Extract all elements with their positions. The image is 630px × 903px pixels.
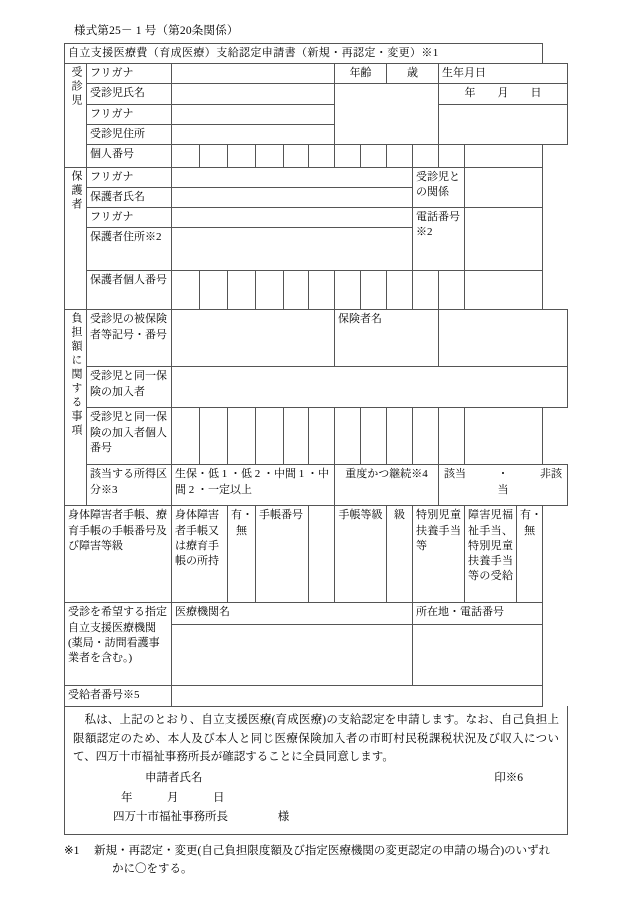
addressee-line — [73, 808, 559, 827]
child-section-label: 受診児 — [65, 64, 87, 168]
guardian-name-label: 保護者氏名 — [87, 188, 172, 208]
child-mynumber-cell[interactable] — [439, 144, 465, 167]
same-insurance-mynumber-cell[interactable] — [439, 408, 465, 465]
application-form-table — [64, 43, 568, 707]
footnote-1-text: 新規・再認定・変更(自己負担限度額及び指定医療機関の変更認定の申請の場合)のいずれ — [94, 845, 551, 857]
guardian-furigana-label: フリガナ — [87, 167, 172, 187]
child-mynumber-cell[interactable] — [200, 144, 228, 167]
child-furigana2-label: フリガナ — [87, 104, 172, 124]
institution-row-label: 受診を希望する指定自立支援医療機関(薬局・訪問看護事業者を含む。) — [65, 603, 172, 686]
guardian-phone-input[interactable] — [465, 208, 543, 271]
guardian-mynumber-cell[interactable] — [465, 271, 543, 310]
guardian-furigana2-row — [65, 208, 568, 228]
application-date-line[interactable]: 年 月 日 — [121, 791, 225, 804]
same-insurance-mynumber-cell[interactable] — [172, 408, 200, 465]
certificate-grade-label: 手帳等級 — [335, 506, 387, 603]
guardian-furigana2-label: フリガナ — [87, 208, 172, 228]
child-mynumber-cell[interactable] — [361, 144, 387, 167]
insured-symbol-row — [65, 310, 568, 367]
guardian-mynumber-cell[interactable] — [172, 271, 200, 310]
same-insurance-member-label: 受診児と同一保険の加入者 — [87, 367, 172, 408]
guardian-mynumber-cell[interactable] — [256, 271, 284, 310]
child-mynumber-cell[interactable] — [228, 144, 256, 167]
same-insurance-member-input[interactable] — [172, 367, 568, 408]
severe-option-no[interactable]: 非該当 — [497, 468, 562, 496]
insurer-name-input[interactable] — [439, 310, 568, 367]
severe-continuous-options[interactable] — [439, 465, 568, 506]
guardian-mynumber-cell[interactable] — [200, 271, 228, 310]
certificate-possession-options[interactable]: 有・無 — [228, 506, 256, 603]
guardian-mynumber-cell[interactable] — [387, 271, 413, 310]
child-age-spacer — [335, 84, 439, 145]
certificate-row-label: 身体障害者手帳、療育手帳の手帳番号及び障害等級 — [65, 506, 172, 603]
child-phone-input[interactable] — [439, 104, 568, 144]
guardian-mynumber-cell[interactable] — [228, 271, 256, 310]
footnote-1-continuation: かに〇をする。 — [112, 863, 193, 876]
child-mynumber-label: 個人番号 — [87, 144, 172, 167]
guardian-mynumber-row — [65, 271, 568, 310]
title-row — [65, 44, 568, 64]
guardian-name-input[interactable] — [172, 188, 413, 208]
child-name-row — [65, 84, 568, 104]
child-furigana2-row — [65, 104, 568, 124]
applicant-signature-line — [73, 769, 559, 788]
same-insurance-mynumber-cell[interactable] — [387, 408, 413, 465]
same-insurance-mynumber-cell[interactable] — [256, 408, 284, 465]
seal-label: 印※6 — [494, 771, 523, 784]
child-furigana-row — [65, 64, 568, 84]
addressee-honorific: 様 — [277, 811, 290, 824]
special-allowance-label: 特別児童扶養手当等 — [413, 506, 465, 603]
guardian-mynumber-cell[interactable] — [284, 271, 309, 310]
footnote-1 — [64, 842, 576, 860]
same-insurance-mynumber-cell[interactable] — [284, 408, 309, 465]
child-age-input[interactable]: 歳 — [387, 64, 439, 84]
income-class-row — [65, 465, 568, 506]
footnote-1-mark: ※1 — [64, 845, 80, 857]
child-birth-label: 生年月日 — [439, 64, 568, 84]
certificate-possession-label: 身体障害者手帳又は療育手帳の所持 — [172, 506, 228, 603]
same-insurance-mynumber-cell[interactable] — [309, 408, 335, 465]
same-insurance-member-row — [65, 367, 568, 408]
severe-option-yes[interactable]: 該当 — [444, 468, 466, 481]
same-insurance-mynumber-cell[interactable] — [335, 408, 361, 465]
certificate-grade-input[interactable]: 級 — [387, 506, 413, 603]
declaration-block — [64, 706, 568, 835]
child-mynumber-cell[interactable] — [387, 144, 413, 167]
child-furigana-label: フリガナ — [87, 64, 172, 84]
certificate-number-label: 手帳番号 — [256, 506, 309, 603]
guardian-address-label: 保護者住所※2 — [87, 228, 172, 271]
child-mynumber-cell[interactable] — [413, 144, 439, 167]
guardian-mynumber-cell[interactable] — [335, 271, 361, 310]
child-mynumber-cell[interactable] — [465, 144, 543, 167]
certificate-number-input[interactable] — [309, 506, 335, 603]
same-insurance-mynumber-row — [65, 408, 568, 465]
form-number: 様式第25－ 1 号（第20条関係） — [74, 25, 239, 37]
insured-symbol-label: 受診児の被保険者等記号・番号 — [87, 310, 172, 367]
allowance-receipt-options[interactable]: 有・無 — [517, 506, 543, 603]
addressee-label: 四万十市福祉事務所長 — [113, 811, 228, 824]
guardian-mynumber-cell[interactable] — [309, 271, 335, 310]
guardian-furigana2-input[interactable] — [172, 208, 413, 228]
form-title: 自立支援医療費（育成医療）支給認定申請書（新規・再認定・変更）※1 — [65, 44, 543, 64]
child-name-label: 受診児氏名 — [87, 84, 172, 104]
recipient-number-row — [65, 686, 568, 706]
same-insurance-mynumber-cell[interactable] — [361, 408, 387, 465]
child-mynumber-row — [65, 144, 568, 167]
footnotes — [64, 842, 576, 879]
guardian-mynumber-cell[interactable] — [439, 271, 465, 310]
institution-name-label: 医療機関名 — [172, 603, 413, 625]
institution-address-phone-input[interactable] — [413, 625, 543, 686]
institution-name-input[interactable] — [172, 625, 413, 686]
allowance-receipt-label: 障害児福祉手当、特別児童扶養手当等の受給 — [465, 506, 517, 603]
declaration-text: 私は、上記のとおり、自立支援医療(育成医療)の支給認定を申請します。なお、自己負担上限額認定のため、本人及び本人と同じ医療保険加入者の市町村民税課税状況及び収入について、四万十市福祉事務所長が確認することに全員同意します。 — [73, 714, 559, 764]
child-birth-input[interactable]: 年 月 日 — [439, 84, 568, 104]
child-name-input[interactable] — [172, 84, 335, 104]
certificate-row — [65, 506, 568, 603]
recipient-number-input[interactable] — [172, 686, 543, 706]
child-age-label: 年齢 — [335, 64, 387, 84]
insured-symbol-input[interactable] — [172, 310, 335, 367]
guardian-furigana-row — [65, 167, 568, 187]
applicant-name-label: 申請者氏名 — [145, 771, 203, 784]
guardian-furigana-input[interactable] — [172, 167, 413, 187]
child-address-input[interactable] — [172, 124, 335, 144]
same-insurance-mynumber-cell[interactable] — [200, 408, 228, 465]
guardian-mynumber-label: 保護者個人番号 — [87, 271, 172, 310]
income-class-options[interactable]: 生保・低 1 ・低 2 ・中間 1 ・中間 2 ・一定以上 — [172, 465, 335, 506]
child-mynumber-cell[interactable] — [172, 144, 200, 167]
guardian-relation-input[interactable] — [465, 167, 543, 207]
guardian-section-label: 保護者 — [65, 167, 87, 310]
guardian-relation-label: 受診児との関係 — [413, 167, 465, 207]
child-furigana-input[interactable] — [172, 64, 335, 84]
income-class-label: 該当する所得区分※3 — [87, 465, 172, 506]
burden-section-label: 負担額に関する事項 — [65, 310, 87, 506]
guardian-address-input[interactable] — [172, 228, 413, 271]
child-address-label: 受診児住所 — [87, 124, 172, 144]
severe-option-separator: ・ — [497, 468, 509, 481]
insurer-name-label: 保険者名 — [335, 310, 439, 367]
same-insurance-mynumber-cell[interactable] — [465, 408, 543, 465]
child-furigana2-input[interactable] — [172, 104, 335, 124]
institution-address-phone-label: 所在地・電話番号 — [413, 603, 543, 625]
recipient-number-label: 受給者番号※5 — [65, 686, 172, 706]
child-mynumber-cell[interactable] — [335, 144, 361, 167]
child-mynumber-cell[interactable] — [256, 144, 284, 167]
child-mynumber-cell[interactable] — [284, 144, 309, 167]
child-mynumber-cell[interactable] — [309, 144, 335, 167]
institution-name-row — [65, 603, 568, 625]
guardian-mynumber-cell[interactable] — [361, 271, 387, 310]
guardian-mynumber-cell[interactable] — [413, 271, 439, 310]
same-insurance-mynumber-label: 受診児と同一保険の加入者個人番号 — [87, 408, 172, 465]
same-insurance-mynumber-cell[interactable] — [228, 408, 256, 465]
guardian-phone-label: 電話番号※2 — [413, 208, 465, 271]
severe-continuous-label: 重度かつ継続※4 — [335, 465, 439, 506]
same-insurance-mynumber-cell[interactable] — [413, 408, 439, 465]
